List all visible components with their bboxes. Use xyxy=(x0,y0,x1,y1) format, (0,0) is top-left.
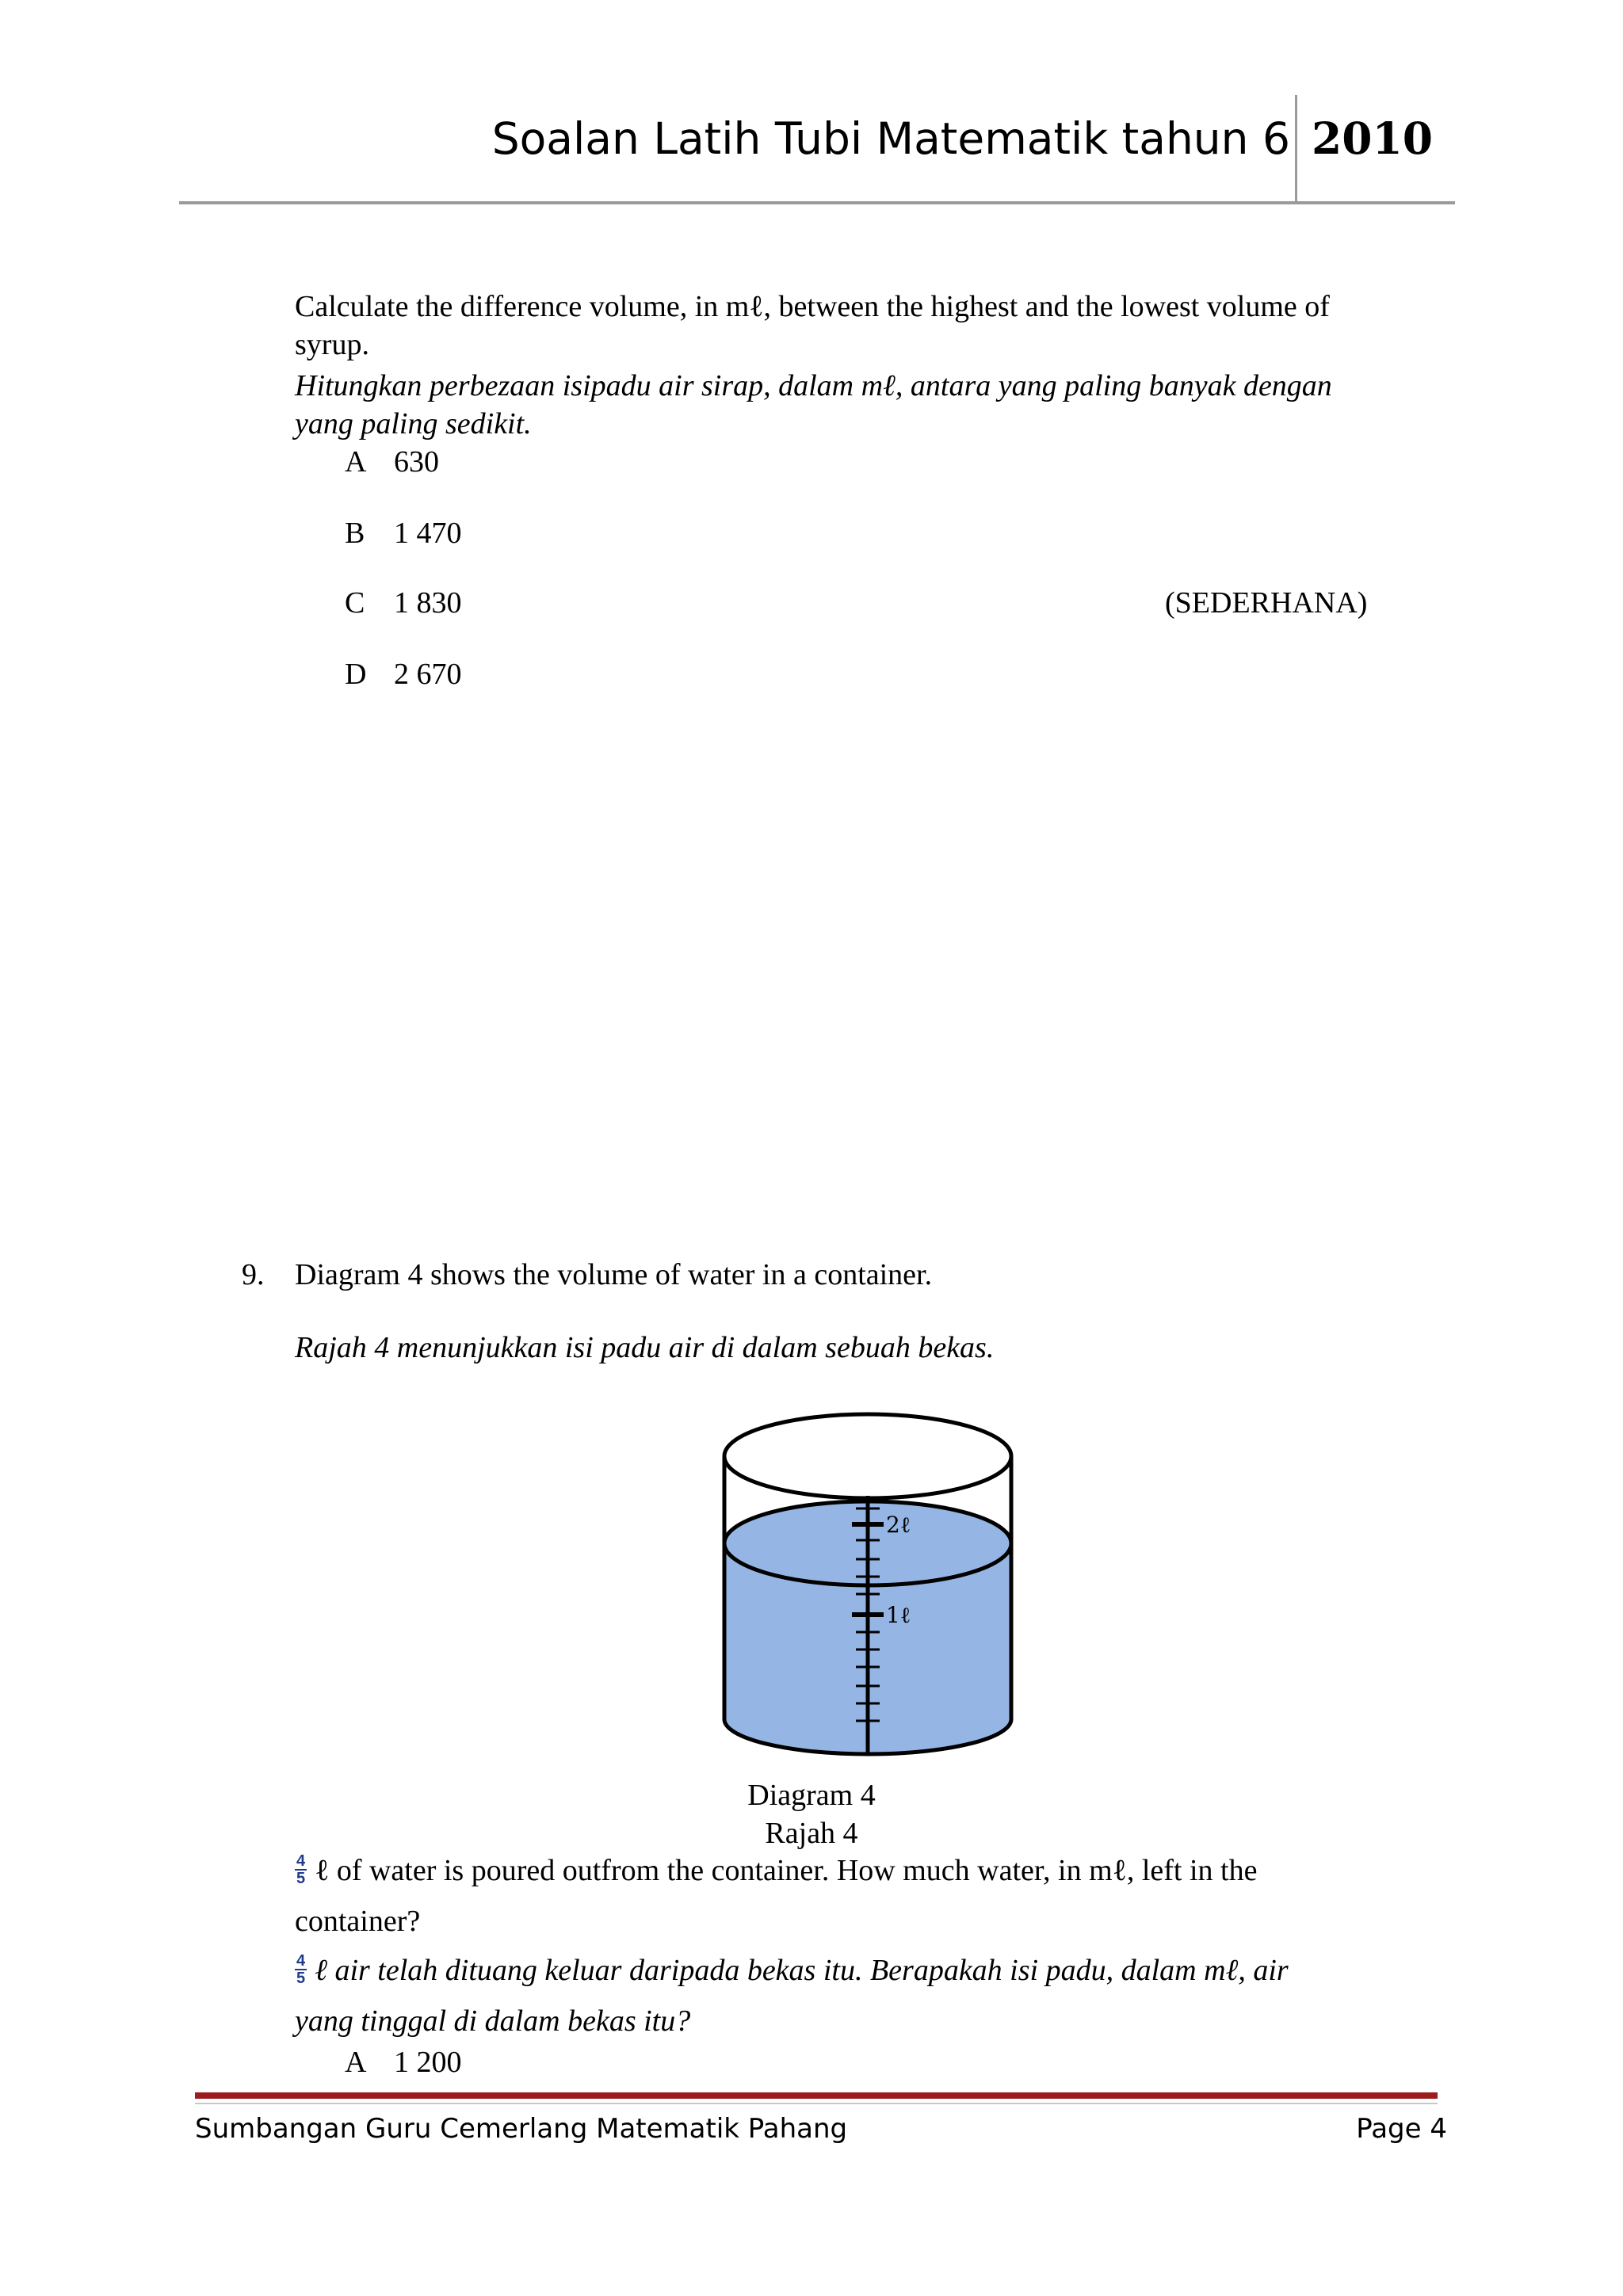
q8-option-b xyxy=(345,513,462,553)
q9-number: 9. xyxy=(242,1258,265,1291)
q8-option-c xyxy=(345,583,462,623)
footer-contributor: Sumbangan Guru Cemerlang Matematik Pahang xyxy=(195,2113,848,2145)
option-letter: D xyxy=(345,658,367,691)
diagram-caption-my: Rajah 4 xyxy=(765,1817,858,1850)
option-value: 1 470 xyxy=(394,517,462,550)
q9-poured-en-line1: $\frac{4}{5}$ ℓ of water is poured outfrom the container. How much water, in mℓ, left in the xyxy=(296,1852,1258,1888)
page-number: Page 4 xyxy=(1356,2113,1447,2145)
q9-text-en: Diagram 4 shows the volume of water in a container. xyxy=(295,1258,933,1291)
option-value: 630 xyxy=(394,445,439,479)
q8-option-a xyxy=(345,442,439,482)
q9-poured-en-line2: container? xyxy=(295,1905,421,1938)
diagram-caption-en: Diagram 4 xyxy=(747,1779,876,1812)
header-rule xyxy=(179,201,1455,204)
q9-option-a xyxy=(345,2042,462,2082)
q9-poured-my-line1: $\frac{4}{5}$ ℓ air telah dituang keluar daripada bekas itu. Berapakah isi padu, dalam mℓ, air xyxy=(296,1952,1289,1988)
footer-rule xyxy=(195,2092,1438,2099)
q9-text-my: Rajah 4 menunjukkan isi padu air di dalam sebuah bekas. xyxy=(295,1331,995,1364)
q8-text-en-line2: syrup. xyxy=(295,328,369,361)
option-letter: C xyxy=(345,586,365,620)
fraction-four-fifths: $\frac{4}{5}$ xyxy=(296,1852,306,1888)
q8-text-en-line1: Calculate the difference volume, in mℓ, between the highest and the lowest volume of xyxy=(295,290,1330,323)
fraction-four-fifths: $\frac{4}{5}$ xyxy=(296,1952,306,1988)
footer-rule-secondary xyxy=(195,2103,1438,2104)
option-letter: A xyxy=(345,445,367,479)
header-divider xyxy=(1295,95,1297,202)
option-letter: B xyxy=(345,517,365,550)
option-value: 2 670 xyxy=(394,658,462,691)
scale-label-1l: 1ℓ xyxy=(886,1602,911,1628)
q8-option-d xyxy=(345,654,462,694)
container-diagram xyxy=(713,1401,1022,1773)
q8-text-my-line2: yang paling sedikit. xyxy=(295,407,532,441)
option-value: 1 200 xyxy=(394,2046,462,2079)
option-letter: A xyxy=(345,2046,367,2079)
q8-text-my-line1: Hitungkan perbezaan isipadu air sirap, dalam mℓ, antara yang paling banyak dengan xyxy=(295,369,1332,402)
q9-poured-my-line2: yang tinggal di dalam bekas itu? xyxy=(295,2004,691,2038)
scale-label-2l: 2ℓ xyxy=(886,1512,911,1538)
container-rim xyxy=(724,1414,1011,1498)
header-title: Soalan Latih Tubi Matematik tahun 6 xyxy=(491,113,1290,164)
option-value: 1 830 xyxy=(394,586,462,620)
q8-difficulty-level: (SEDERHANA) xyxy=(1165,586,1368,620)
header-year: 2010 xyxy=(1312,113,1434,164)
